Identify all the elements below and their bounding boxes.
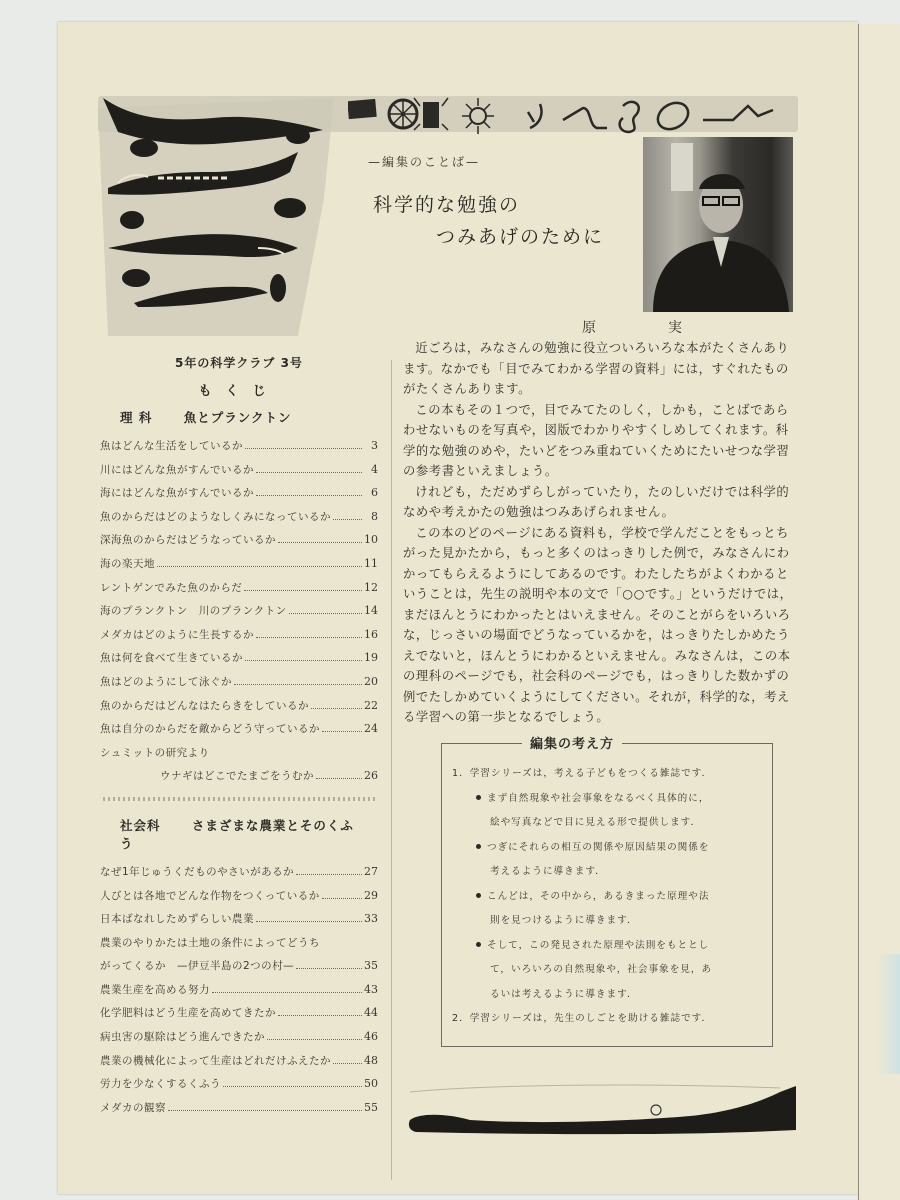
toc-item[interactable]: メダカの観察 55 — [100, 1100, 378, 1114]
toc-item[interactable]: ウナギはどこでたまごをうむか 26 — [160, 769, 378, 783]
policy-box-title: 編集の考え方 — [522, 733, 622, 752]
editorial-title-line2: つみあげのために — [436, 226, 605, 248]
table-of-contents — [100, 352, 378, 1123]
toc-item[interactable]: 日本ばなれしためずらしい農業 33 — [100, 912, 378, 926]
editorial-kicker: —編集のことば— — [368, 155, 481, 169]
toc-section-science — [120, 408, 378, 426]
policy-bullet: つぎにそれらの相互の関係や原因結果の関係を — [452, 836, 762, 861]
toc-item[interactable]: 人びとは各地でどんな作物をつくっているか 29 — [100, 888, 378, 902]
policy-bullet-continued: るいは考えるように導きます． — [490, 988, 638, 1000]
policy-bullet: まず自然現象や社会事象をなるべく具体的に， — [452, 787, 762, 812]
policy-bullet-continued: 考えるように導きます． — [490, 866, 606, 877]
toc-item[interactable]: 魚はどのようにして泳ぐか 20 — [100, 674, 378, 688]
toc-item[interactable]: メダカはどのように生長するか 16 — [100, 627, 378, 641]
toc-item[interactable]: 海のプランクトン 川のプランクトン 14 — [100, 604, 378, 618]
editorial-title-line1: 科学的な勉強の — [373, 194, 521, 216]
toc-heading: もくじ — [198, 384, 280, 399]
editorial-paragraph: 近ごろは，みなさんの勉強に役立ついろいろな本がたくさんあります。なかでも「目でみてわかる学習の資料」には，すぐれたものがたくさんあります。 — [403, 341, 790, 396]
editorial-policy-box — [441, 737, 773, 1047]
editorial-body — [403, 338, 801, 728]
next-page-edge — [858, 24, 900, 1200]
toc-item[interactable]: 川にはどんな魚がすんでいるか 4 — [100, 462, 378, 476]
toc-item[interactable]: 海にはどんな魚がすんでいるか 6 — [100, 486, 378, 500]
policy-item: 1．学習シリーズは，考える子どもをつくる雑誌です． — [452, 768, 713, 779]
bullet-icon — [476, 942, 481, 947]
editorial-paragraph: この本のどのページにある資料も，学校で学んだことをもっとちがった見かたから，もっと多くのはっきりした例で，みなさんにわかってもらえるようにしてあるのです。わたしたちがよくわかるということは，先生の説明や本の文で「○○です。」というだけでは，まだほんとうにわかったとはいえません。そのことがらをいろいろな，じっさいの場面でどうなっているかを，はっきりたしかめたうえでないと，ほんとうにわかるといえません。みなさんは，この本の理科のページでも，社会科のページでも，はっきりした数かずの例でたしかめていくようにしてください。それが，科学的な，考える学習への第一歩となるでしょう。 — [403, 525, 793, 724]
bullet-icon — [476, 893, 481, 898]
policy-item: 2．学習シリーズは，先生のしごとを助ける雑誌です． — [452, 1013, 713, 1024]
toc-section-social — [120, 816, 378, 852]
editorial-paragraph: この本もその１つで，目でみてたのしく，しかも，ことばであらわせないものを写真や，図版でわかりやすくしめしてくれます。科学的な勉強のめや，たいどをつみ重ねていくためにたいせつな学習の参考書といえましょう。 — [403, 402, 790, 478]
toc-item[interactable]: 労力を少なくするくふう 50 — [100, 1077, 378, 1091]
subject-label: 社会科 — [120, 817, 161, 833]
toc-item[interactable]: がってくるか —伊豆半島の2つの村— 35 — [100, 959, 378, 973]
column-divider — [391, 360, 392, 1180]
toc-item-subheading: シュミットの研究より — [100, 746, 210, 759]
toc-item[interactable]: 化学肥料はどう生産を高めてきたか 44 — [100, 1006, 378, 1020]
subject-label: 理 科 — [120, 410, 153, 425]
toc-item[interactable]: なぜ1年じゅうくだものやさいがあるか 27 — [100, 864, 378, 878]
policy-bullet: そして，この発見された原理や法則をもととし — [452, 934, 762, 959]
theme-label: 魚とプランクトン — [183, 410, 292, 425]
author-given-name: 実 — [668, 320, 682, 336]
toc-item[interactable]: 魚のからだはどのようなしくみになっているか 8 — [100, 509, 378, 523]
author-portrait-photo — [643, 137, 793, 312]
magazine-issue-title: 5年の科学クラブ 3号 — [175, 356, 303, 370]
policy-bullet-continued: 絵や写真などで目に見える形で提供します． — [490, 817, 702, 828]
policy-bullet-continued: て，いろいろの自然現象や，社会事象を見，あ — [490, 964, 713, 975]
toc-item[interactable]: 深海魚のからだはどうなっているか 10 — [100, 533, 378, 547]
toc-item[interactable]: 魚は自分のからだを敵からどう守っているか 24 — [100, 722, 378, 736]
toc-item[interactable]: 海の楽天地 11 — [100, 556, 378, 570]
wavy-divider — [100, 797, 378, 801]
author-family-name: 原 — [582, 320, 596, 336]
toc-item[interactable]: 農業のやりかたは土地の条件によってどうち — [100, 936, 320, 949]
policy-bullet-continued: 則を見つけるように導きます． — [490, 915, 638, 926]
toc-item[interactable]: 魚のからだはどんなはたらきをしているか 22 — [100, 698, 378, 712]
toc-item[interactable]: 病虫害の駆除はどう進んできたか 46 — [100, 1030, 378, 1044]
bullet-icon — [476, 844, 481, 849]
magazine-page — [58, 22, 858, 1194]
toc-item[interactable]: 魚は何を食べて生きているか 19 — [100, 651, 378, 665]
fish-illustration — [98, 88, 334, 336]
toc-item[interactable]: 魚はどんな生活をしているか 3 — [100, 439, 378, 452]
toc-item[interactable]: レントゲンでみた魚のからだ 12 — [100, 580, 378, 594]
brush-stroke-decoration — [406, 1074, 801, 1144]
toc-item[interactable]: 農業生産を高める努力 43 — [100, 982, 378, 996]
plankton-icon — [348, 92, 798, 136]
theme-label: さまざまな農業とそのくふう — [120, 817, 354, 851]
bullet-icon — [476, 795, 481, 800]
toc-item[interactable]: 農業の機械化によって生産はどれだけふえたか 48 — [100, 1053, 378, 1067]
editorial-paragraph: けれども，ただめずらしがっていたり，たのしいだけでは科学的なめや考えかたの勉強はつみあげられません。 — [403, 484, 790, 519]
policy-bullet: こんどは，その中から，あるきまった原理や法 — [452, 885, 762, 910]
